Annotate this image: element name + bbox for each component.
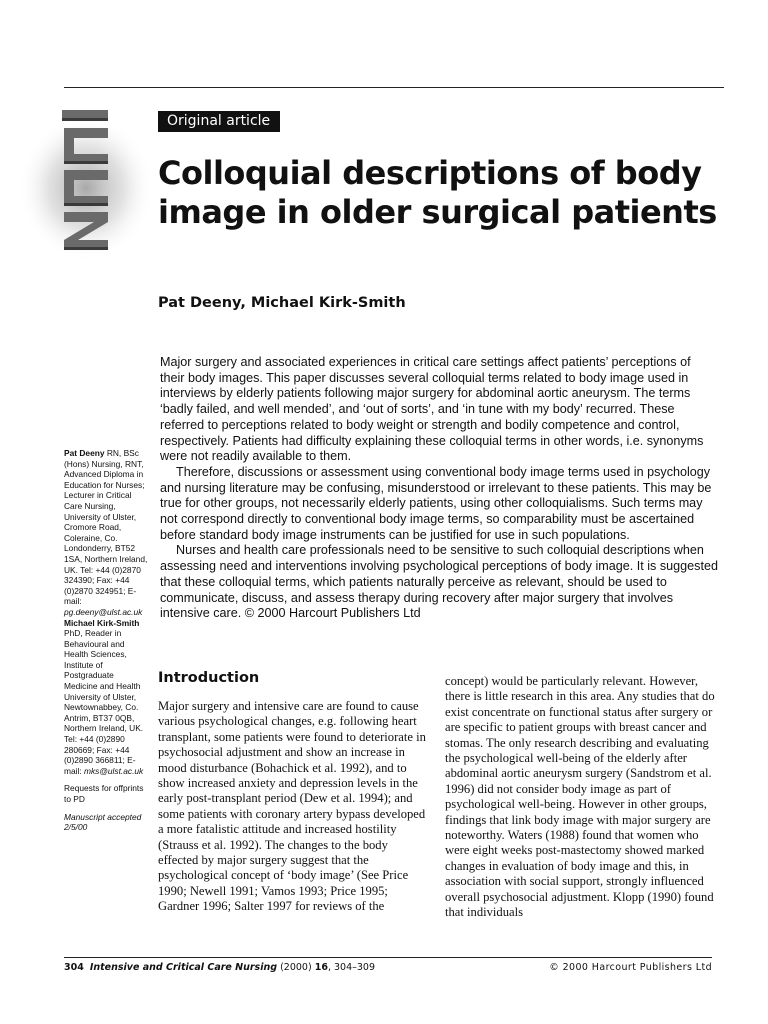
abstract-paragraph: Major surgery and associated experiences in critical care settings affect patients’ perceptions of their body images. This paper discusses several colloquial terms related to body image used in interviews by elderly patients following major surgery for abdominal aortic aneurysm. The terms ‘badly failed, and well mended’, and ‘out of sorts’, and ‘in tune with my body’ recurred. These referred to perceptions related to body weight or strength and bodily competence and control, respectively. Patients had difficulty explaining these colloquial terms in other words, i.e. synonyms were not readily available to them.	[160, 355, 704, 464]
page-footer	[64, 962, 712, 973]
body-paragraph: Major surgery and intensive care are found to cause various psychological changes, e.g. following heart transplant, some patients were found to deteriorate in psychosocial adjustment and show an increase in mood disturbance (Bohachick et al. 1992), and to show increased anxiety and depression levels in the early post-transplant period (Dew et al. 1994); and some patients with coronary artery bypass developed a more fatalistic attitude and increased hostility (Strauss et al. 1992). The changes to the body effected by major surgery suggest that the psychological concept of ‘body image’ (See Price 1990; Newell 1991; Vamos 1993; Price 1995; Gardner 1996; Salter 1997 for reviews of the	[158, 699, 426, 914]
journal-year: (2000)	[280, 962, 312, 973]
abstract-paragraph: Therefore, discussions or assessment using conventional body image terms used in psychology and nursing literature may be confusing, misunderstood or irrelevant to these patients. This may be true for other groups, not necessarily elderly patients, using other colloquialisms. Such terms may not correspond directly to conventional body image terms, so comparability must be ascertained before standard body image instruments can be justified for use in such populations.	[160, 464, 712, 542]
svg-text:ICCN: ICCN	[14, 106, 17, 107]
article-title: Colloquial descriptions of body image in older surgical patients	[158, 154, 717, 231]
abstract-paragraph: Nurses and health care professionals need to be sensitive to such colloquial descriptions when assessing need and interventions involving psychological perceptions of body image. It is suggested that these colloquial terms, which patients naturally perceive as relevant, should be used to communicate, discuss, and assess therapy during recovery after major surgery that involves intensive care. © 2000 Harcourt Publishers Ltd	[160, 543, 718, 621]
body-paragraph: concept) would be particularly relevant. However, there is little research in this area. Any studies that do exist concentrate on functional status after surgery or are specific to patient groups with breast cancer and stomas. The only research describing and evaluating the psychological well-being of the elderly after abdominal aortic aneurysm surgery (Sandstrom et al. 1996) did not consider body image as part of psychological well-being. However in other groups, findings that link body image with major surgery are noteworthy. Waters (1988) found that women who were eight weeks post-mastectomy showed marked changes in evaluation of body image and this, in association with social support, strongly influenced overall psychosocial adjustment. Klopp (1990) found that individuals	[445, 674, 715, 920]
article-authors: Pat Deeny, Michael Kirk-Smith	[158, 295, 406, 311]
body-column-left	[158, 699, 428, 915]
author-1-info	[64, 448, 148, 618]
offprint-requests: Requests for offprints to PD	[64, 783, 144, 804]
body-column-right	[445, 674, 717, 921]
author-2-info	[64, 618, 148, 777]
introduction-heading: Introduction	[158, 670, 260, 686]
author-2-name: Michael Kirk-Smith	[64, 617, 140, 628]
author-1-email: pg.deeny@ulst.ac.uk	[64, 606, 143, 617]
author-2-details: PhD, Reader in Behavioural and Health Sciences, Institute of Postgraduate Medicine and Health University of Ulster, Newtownabbey, Co. Antrim, BT37 0QB, Northern Ireland, UK. Tel: +44 (0)2890 280669; Fax: +44 (0)2890 366811; E-mail:	[64, 628, 144, 776]
article-type-label: Original article	[158, 111, 280, 132]
abstract	[160, 355, 718, 622]
header-rule	[64, 87, 724, 88]
page-number: 304	[64, 962, 84, 973]
author-1-details: RN, BSc (Hons) Nursing, RNT, Advanced Diploma in Education for Nurses; Lecturer in Critical Care Nursing, University of Ulster, Cromore Road, Coleraine, Co. Londonderry, BT52 1SA, Northern Ireland, UK. Tel: +44 (0)2870 324390; Fax: +44 (0)2870 324951; E-mail:	[64, 448, 148, 607]
journal-volume: 16	[314, 962, 328, 973]
author-info-sidebar	[64, 448, 148, 840]
author-2-email: mks@ulst.ac.uk	[84, 765, 144, 776]
footer-copyright: © 2000 Harcourt Publishers Ltd	[549, 962, 712, 973]
journal-name: Intensive and Critical Care Nursing	[89, 962, 278, 973]
author-1-name: Pat Deeny	[64, 448, 105, 458]
journal-logo	[14, 106, 154, 266]
journal-pages: , 304–309	[327, 962, 375, 973]
manuscript-accepted: Manuscript accepted 2/5/00	[64, 811, 142, 833]
footer-rule	[64, 957, 712, 958]
